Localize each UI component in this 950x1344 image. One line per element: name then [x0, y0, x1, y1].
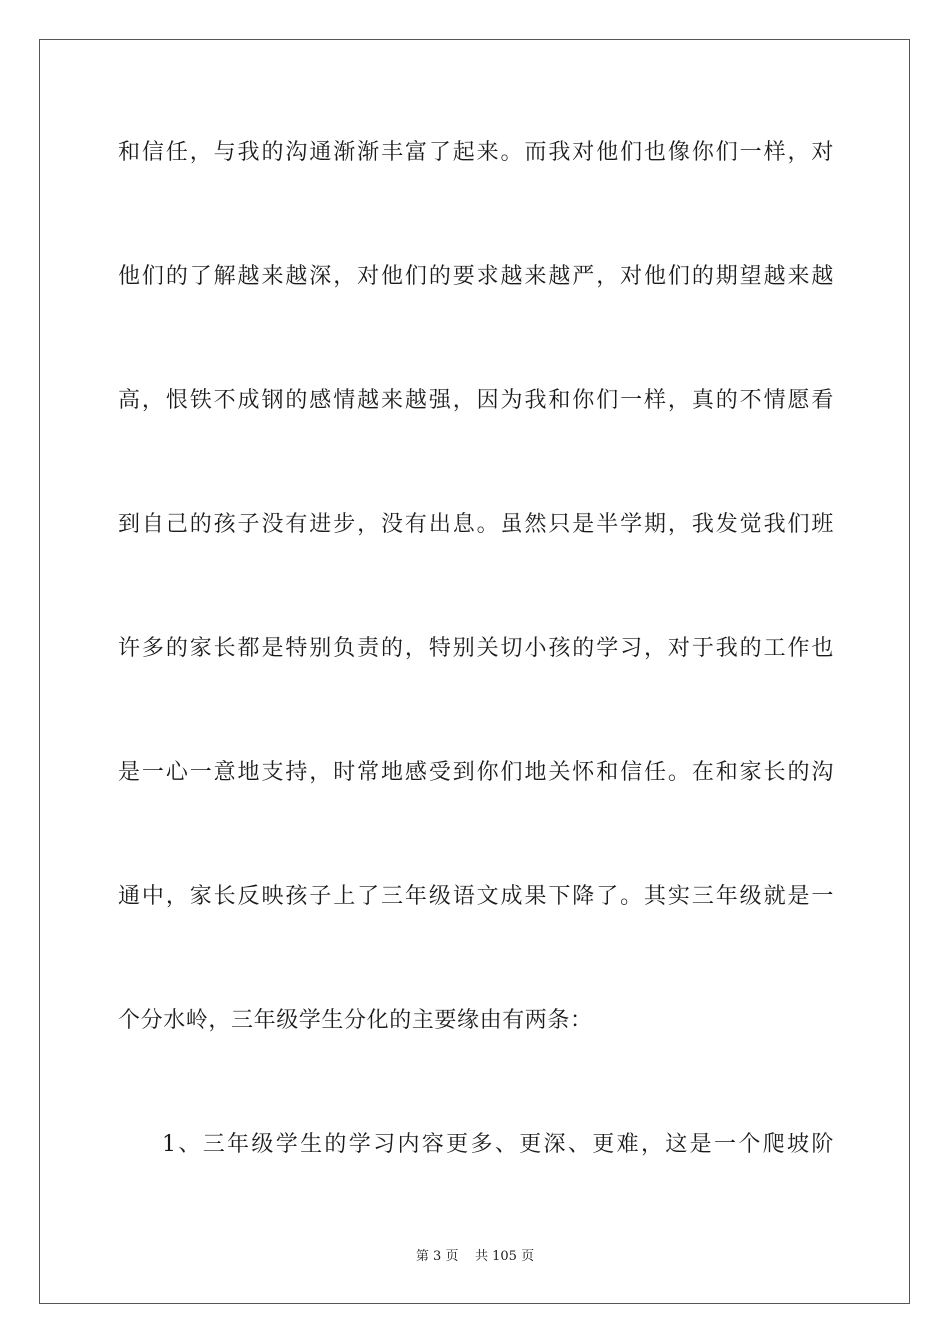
page-border — [39, 39, 910, 1304]
body-line-5: 许多的家长都是特别负责的，特别关切小孩的学习，对于我的工作也 — [118, 636, 834, 661]
page-footer — [0, 1245, 950, 1264]
body-line-6: 是一心一意地支持，时常地感受到你们地关怀和信任。在和家长的沟 — [118, 760, 834, 785]
body-line-3: 高，恨铁不成钢的感情越来越强，因为我和你们一样，真的不情愿看 — [118, 388, 834, 413]
body-line-9: 1、三年级学生的学习内容更多、更深、更难，这是一个爬坡阶 — [162, 1132, 834, 1157]
body-line-1: 和信任，与我的沟通渐渐丰富了起来。而我对他们也像你们一样，对 — [118, 140, 834, 165]
body-line-4: 到自己的孩子没有进步，没有出息。虽然只是半学期，我发觉我们班 — [118, 512, 834, 537]
body-line-7: 通中，家长反映孩子上了三年级语文成果下降了。其实三年级就是一 — [118, 884, 834, 909]
body-line-2: 他们的了解越来越深，对他们的要求越来越严，对他们的期望越来越 — [118, 264, 834, 289]
page-number: 第 3 页 — [415, 1249, 459, 1264]
body-line-8: 个分水岭，三年级学生分化的主要缘由有两条： — [118, 1008, 593, 1033]
page-total: 共 105 页 — [475, 1249, 535, 1264]
